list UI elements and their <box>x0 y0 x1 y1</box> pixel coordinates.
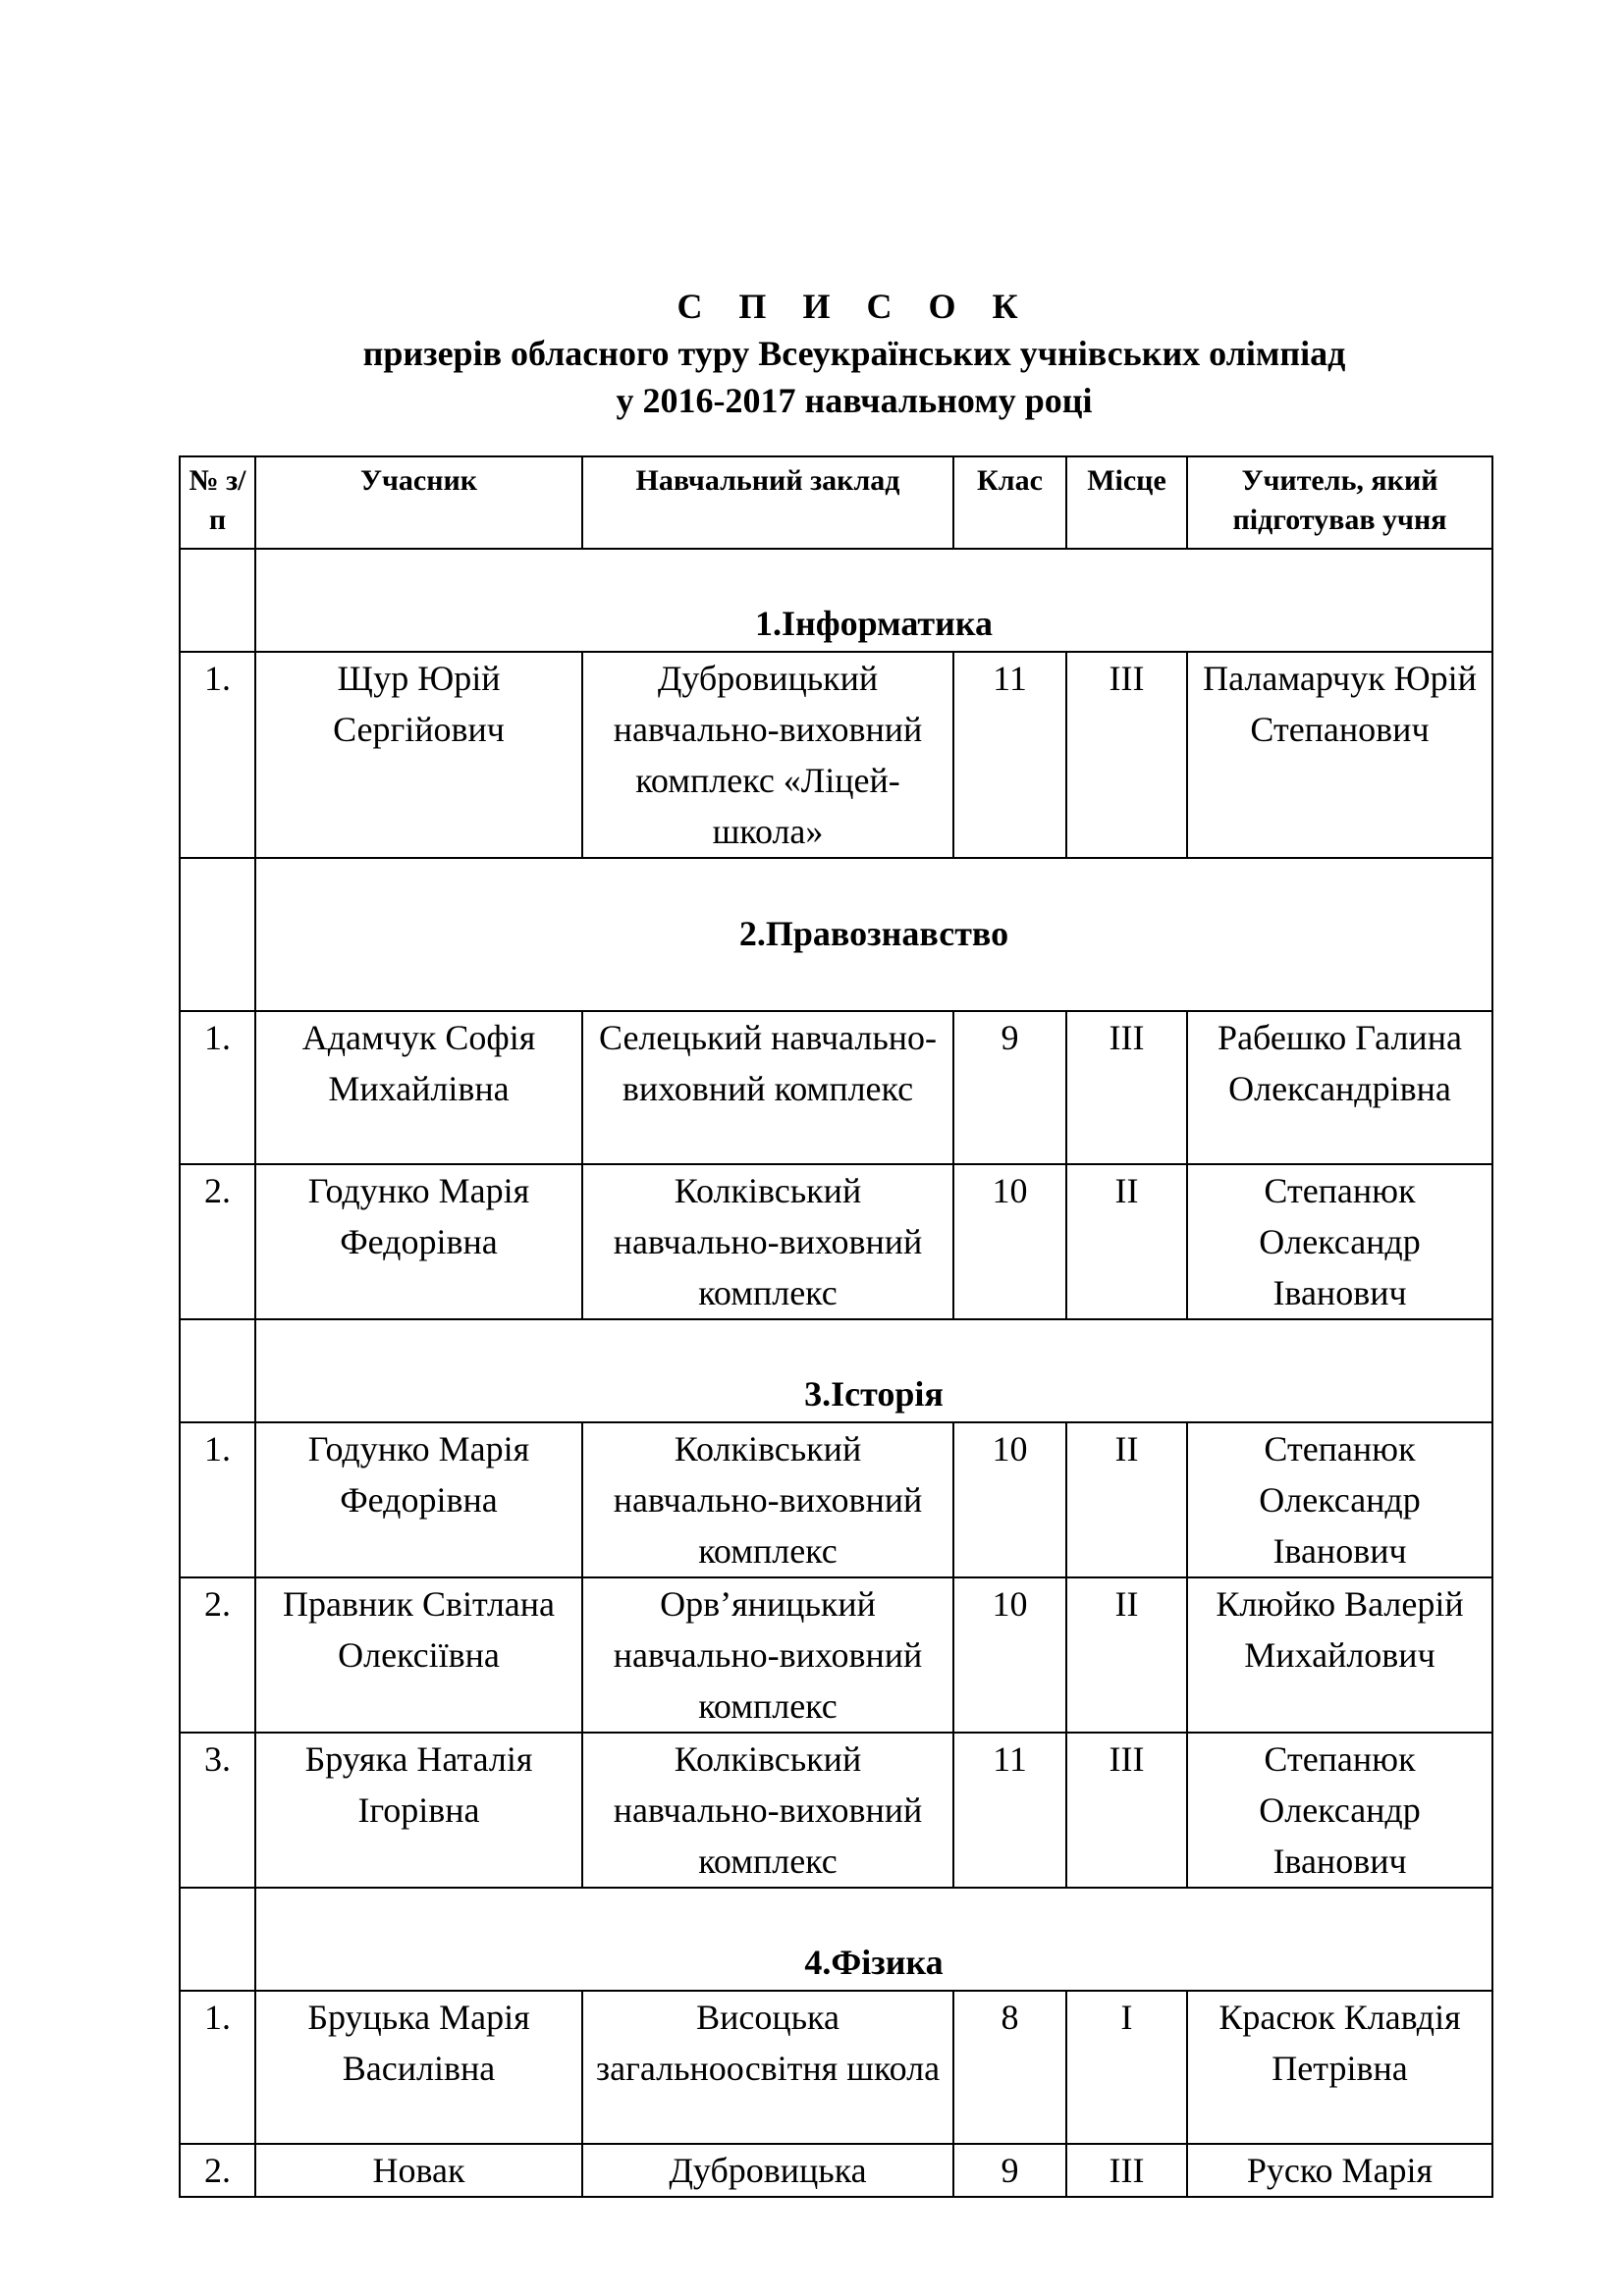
cell-school: Колківський навчально-виховний комплекс <box>582 1422 953 1577</box>
cell-place: III <box>1066 2144 1187 2197</box>
cell-class: 9 <box>953 1011 1066 1164</box>
table-body <box>180 549 1492 2197</box>
cell-place: II <box>1066 1422 1187 1577</box>
cell-school: Колківський навчально-виховний комплекс <box>582 1164 953 1319</box>
table-row <box>180 1577 1492 1733</box>
cell-place: I <box>1066 1991 1187 2144</box>
cell-class: 11 <box>953 652 1066 858</box>
table-row <box>180 1733 1492 1888</box>
cell-participant: Бруяка Наталія Ігорівна <box>255 1733 582 1888</box>
table-row <box>180 1164 1492 1319</box>
table-row <box>180 652 1492 858</box>
section-title: 4.Фізика <box>255 1888 1492 1991</box>
cell-school: Дубровицький навчально-виховний комплекс «Ліцей-школа» <box>582 652 953 858</box>
cell-participant: Годунко Марія Федорівна <box>255 1164 582 1319</box>
section-title: 3.Історія <box>255 1319 1492 1422</box>
section-row <box>180 549 1492 652</box>
cell-participant: Щур Юрій Сергійович <box>255 652 582 858</box>
table-row <box>180 2144 1492 2197</box>
cell-school: Дубровицька <box>582 2144 953 2197</box>
cell-teacher: Рабешко Галина Олександрівна <box>1187 1011 1492 1164</box>
cell-num: 1. <box>180 1011 255 1164</box>
cell-num: 1. <box>180 1422 255 1577</box>
table-row <box>180 1422 1492 1577</box>
cell-num: 2. <box>180 1164 255 1319</box>
cell-num: 1. <box>180 1991 255 2144</box>
document-title: С П И С О К <box>677 287 1032 326</box>
cell-class: 11 <box>953 1733 1066 1888</box>
cell-teacher: Паламарчук Юрій Степанович <box>1187 652 1492 858</box>
cell-place: II <box>1066 1164 1187 1319</box>
section-title: 2.Правознавство <box>255 858 1492 1011</box>
cell-teacher: Степанюк Олександр Іванович <box>1187 1422 1492 1577</box>
cell-num: 3. <box>180 1733 255 1888</box>
cell-num: 2. <box>180 1577 255 1733</box>
cell-participant: Адамчук Софія Михайлівна <box>255 1011 582 1164</box>
cell-participant: Бруцька Марія Василівна <box>255 1991 582 2144</box>
cell-place: III <box>1066 1733 1187 1888</box>
section-num-cell <box>180 1319 255 1422</box>
cell-place: II <box>1066 1577 1187 1733</box>
document-header <box>0 283 1624 424</box>
document-subtitle-line2: у 2016-2017 навчальному році <box>616 381 1093 420</box>
table-header-row <box>180 456 1492 549</box>
cell-place: III <box>1066 1011 1187 1164</box>
section-row <box>180 858 1492 1011</box>
cell-participant: Новак <box>255 2144 582 2197</box>
prize-winners-table <box>179 455 1493 2198</box>
section-row <box>180 1888 1492 1991</box>
table-header <box>180 456 1492 549</box>
section-row <box>180 1319 1492 1422</box>
cell-school: Колківський навчально-виховний комплекс <box>582 1733 953 1888</box>
cell-num: 1. <box>180 652 255 858</box>
section-title: 1.Інформатика <box>255 549 1492 652</box>
cell-school: Орв’яницький навчально-виховний комплекс <box>582 1577 953 1733</box>
cell-class: 9 <box>953 2144 1066 2197</box>
column-header-teacher: Учитель, який підготував учня <box>1187 456 1492 549</box>
cell-class: 10 <box>953 1164 1066 1319</box>
cell-teacher: Клюйко Валерій Михайлович <box>1187 1577 1492 1733</box>
column-header-num: № з/п <box>180 456 255 549</box>
cell-teacher: Степанюк Олександр Іванович <box>1187 1733 1492 1888</box>
cell-school: Висоцька загальноосвітня школа <box>582 1991 953 2144</box>
cell-num: 2. <box>180 2144 255 2197</box>
column-header-school: Навчальний заклад <box>582 456 953 549</box>
cell-teacher: Руско Марія <box>1187 2144 1492 2197</box>
cell-class: 10 <box>953 1577 1066 1733</box>
column-header-place: Місце <box>1066 456 1187 549</box>
cell-participant: Правник Світлана Олексіївна <box>255 1577 582 1733</box>
section-num-cell <box>180 549 255 652</box>
document-subtitle-line1: призерів обласного туру Всеукраїнських учнівських олімпіад <box>362 334 1346 373</box>
cell-teacher: Степанюк Олександр Іванович <box>1187 1164 1492 1319</box>
table-row <box>180 1011 1492 1164</box>
cell-place: III <box>1066 652 1187 858</box>
cell-participant: Годунко Марія Федорівна <box>255 1422 582 1577</box>
section-num-cell <box>180 1888 255 1991</box>
cell-teacher: Красюк Клавдія Петрівна <box>1187 1991 1492 2144</box>
column-header-class: Клас <box>953 456 1066 549</box>
cell-school: Селецький навчально-виховний комплекс <box>582 1011 953 1164</box>
table-row <box>180 1991 1492 2144</box>
column-header-participant: Учасник <box>255 456 582 549</box>
section-num-cell <box>180 858 255 1011</box>
cell-class: 8 <box>953 1991 1066 2144</box>
cell-class: 10 <box>953 1422 1066 1577</box>
